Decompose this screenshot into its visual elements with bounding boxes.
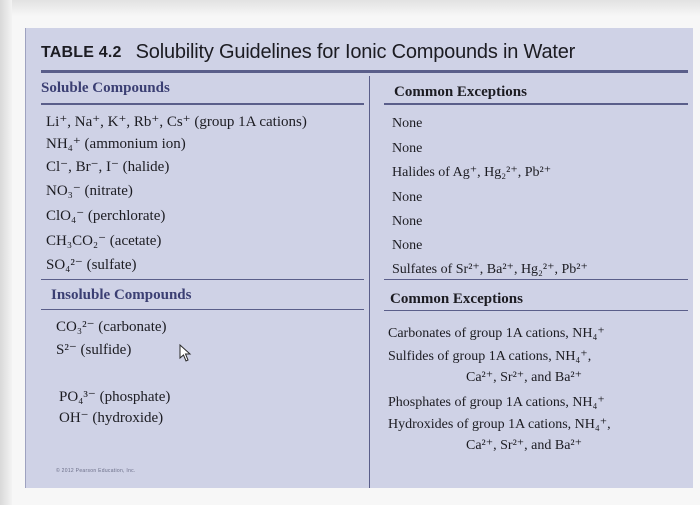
soluble-exception-5: None xyxy=(392,214,423,229)
soluble-exception-7: Sulfates of Sr²⁺, Ba²⁺, Hg₂²⁺, Pb²⁺ xyxy=(392,262,588,277)
insoluble-compound-2: S²⁻ (sulfide) xyxy=(56,342,132,358)
solubility-table xyxy=(25,28,693,488)
soluble-compound-4: NO₃⁻ (nitrate) xyxy=(46,183,133,199)
soluble-exception-6: None xyxy=(392,238,423,253)
soluble-compound-1: Li⁺, Na⁺, K⁺, Rb⁺, Cs⁺ (group 1A cations) xyxy=(46,114,307,130)
insoluble-exceptions-rule xyxy=(384,310,688,311)
insoluble-exception-1: Carbonates of group 1A cations, NH₄⁺ xyxy=(388,326,605,341)
section-divider-left xyxy=(41,279,364,280)
insoluble-compound-1: CO₃²⁻ (carbonate) xyxy=(56,319,167,335)
mouse-pointer-icon xyxy=(179,344,193,362)
insoluble-exception-2b: Ca²⁺, Sr²⁺, and Ba²⁺ xyxy=(465,370,583,385)
soluble-compound-5: ClO₄⁻ (perchlorate) xyxy=(46,208,166,224)
insoluble-heading: Insoluble Compounds xyxy=(51,287,192,303)
soluble-heading: Soluble Compounds xyxy=(41,80,170,96)
soluble-compound-2: NH₄⁺ (ammonium ion) xyxy=(46,136,186,152)
soluble-compound-3: Cl⁻, Br⁻, I⁻ (halide) xyxy=(46,159,170,175)
soluble-exception-3: Halides of Ag⁺, Hg₂²⁺, Pb²⁺ xyxy=(392,165,552,180)
table-title: Solubility Guidelines for Ionic Compounds in Water xyxy=(135,41,576,63)
copyright-line: © 2012 Pearson Education, Inc. xyxy=(56,468,136,474)
soluble-exception-2: None xyxy=(392,141,423,156)
photo-edge-left xyxy=(0,0,12,505)
soluble-exception-4: None xyxy=(392,190,423,205)
top-rule xyxy=(41,70,688,73)
insoluble-exception-4a: Hydroxides of group 1A cations, NH₄⁺, xyxy=(388,417,611,432)
soluble-compound-6: CH₃CO₂⁻ (acetate) xyxy=(46,233,162,249)
soluble-exceptions-rule xyxy=(384,103,688,105)
photo-edge-top xyxy=(0,0,700,16)
soluble-exceptions-heading: Common Exceptions xyxy=(394,84,527,100)
soluble-exception-1: None xyxy=(392,116,423,131)
soluble-heading-rule xyxy=(41,103,364,105)
table-header xyxy=(26,28,700,70)
section-divider-right xyxy=(384,279,688,280)
insoluble-heading-rule xyxy=(41,309,364,310)
table-number: TABLE 4.2 xyxy=(41,44,122,61)
insoluble-exception-4b: Ca²⁺, Sr²⁺, and Ba²⁺ xyxy=(465,438,583,453)
insoluble-exception-2a: Sulfides of group 1A cations, NH₄⁺, xyxy=(388,349,592,364)
column-divider xyxy=(369,76,370,488)
insoluble-compound-3: PO₄³⁻ (phosphate) xyxy=(59,389,171,405)
insoluble-compound-4: OH⁻ (hydroxide) xyxy=(59,410,164,426)
soluble-compound-7: SO₄²⁻ (sulfate) xyxy=(46,257,137,273)
insoluble-exceptions-heading: Common Exceptions xyxy=(390,291,523,307)
insoluble-exception-3: Phosphates of group 1A cations, NH₄⁺ xyxy=(388,395,605,410)
